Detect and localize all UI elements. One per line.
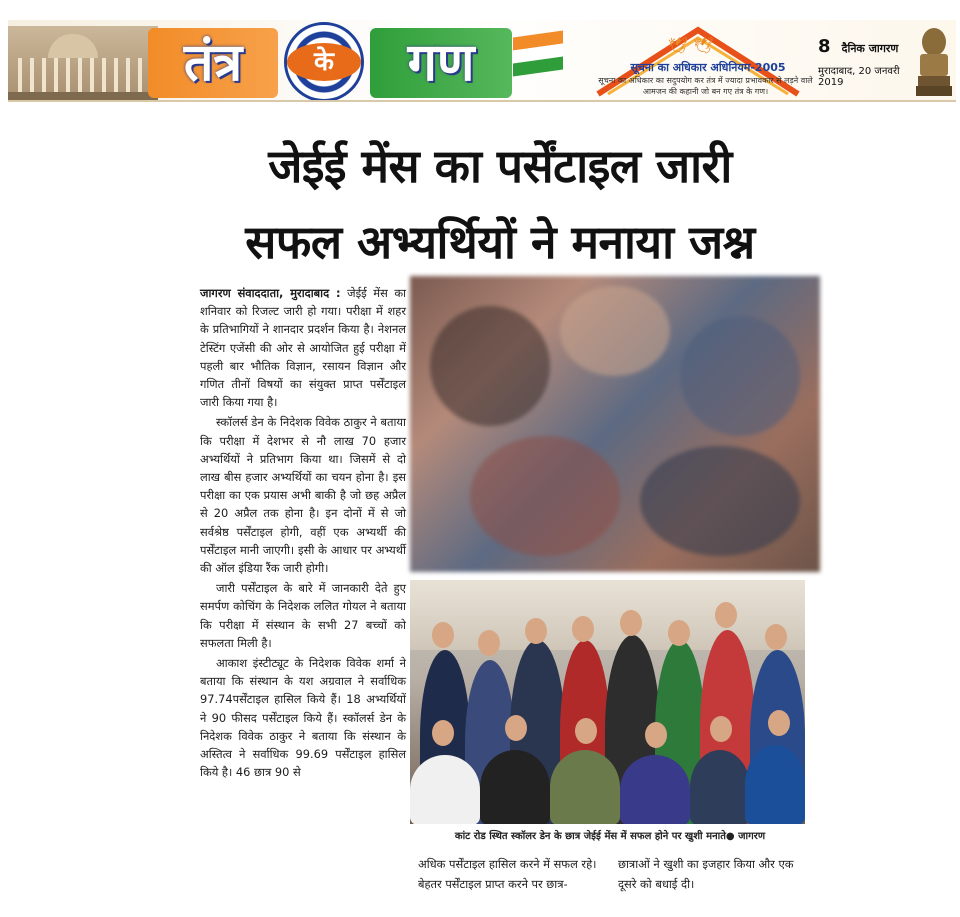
parliament-illustration <box>8 26 158 100</box>
birds-icon: 🕊 🕊 <box>668 36 714 55</box>
ashoka-chakra-logo <box>284 22 364 102</box>
article-headline <box>180 128 820 280</box>
brand-word-gan: गण <box>370 28 512 98</box>
national-emblem-icon <box>914 24 954 98</box>
page-info <box>818 36 928 88</box>
blurred-group-photo <box>410 276 820 572</box>
page-number: 8 <box>818 36 831 57</box>
masthead-banner <box>8 20 956 102</box>
headline-line-1: जेईई मेंस का पर्सेंटाइल जारी <box>268 139 732 193</box>
article-continuation-col-3: छात्राओं ने खुशी का इजहार किया और एक दूसरे को बधाई दी। <box>618 857 794 891</box>
article-paragraph-1: जागरण संवाददाता, मुरादाबाद : जेईई मेंस का शनिवार को रिजल्ट जारी हो गया। परीक्षा में शहर के प्रतिभागियों ने शानदार प्रदर्शन किया है। नेशनल टेस्टिंग एजेंसी की ओर से आयोजित हुई परीक्षा में पहली बार भौतिक विज्ञान, रसायन विज्ञान और गणित तीनों विषयों का संयुक्त प्राप्त पर्सेंटाइल जारी किया गया है। <box>200 286 407 410</box>
article-continuation-col-2: अधिक पर्सेंटाइल हासिल करने में सफल रहे। बेहतर पर्सेंटाइल प्राप्त करने पर छात्र- <box>418 857 597 891</box>
photo-caption: कांट रोड स्थित स्कॉलर डेन के छात्र जेईई मेंस में सफल होने पर खुशी मनाते● जागरण <box>454 831 766 842</box>
newspaper-name: दैनिक जागरण <box>841 42 899 55</box>
rti-act-title: सूचना का अधिकार अधिनियम-2005 <box>630 61 786 74</box>
dateline: जागरण संवाददाता, मुरादाबाद : <box>200 286 341 300</box>
brand-word-tantra: तंत्र <box>148 28 278 98</box>
article-paragraph-2: स्कॉलर्स डेन के निदेशक विवेक ठाकुर ने बताया कि परीक्षा में देशभर से नौ लाख 70 हजार अभ्यर्थियों ने प्रतिभाग किया था। जिसमें से दो लाख बीस हजार अभ्यर्थियों का चयन होना है। इस परीक्षा का एक प्रयास अभी बाकी है जो छह अप्रैल से 20 अप्रैल तक होना है। इन दोनों में से जो सर्वश्रेष्ठ पर्सेंटाइल होगी, वहीं एक अभ्यर्थी की पर्सेंटाइल मानी जाएगी। इसी के आधार पर अभ्यर्थी की ऑल इंडिया रैंक जारी होगी। <box>200 415 406 576</box>
article-paragraph-4: आकाश इंस्टीट्यूट के निदेशक विवेक शर्मा ने बताया कि संस्थान के यश अग्रवाल ने सर्वाधिक 97.74पर्सेंटाइल हासिल किये हैं। 18 अभ्यर्थियों ने 90 फीसद पर्सेंटाइल किये हैं। स्कॉलर्स डेन के निदेशक विवेक ठाकुर ने बताया कि संस्थान के अस्तित्व ने सर्वाधिक 99.69 पर्सेंटाइल हासिल किये है। 46 छात्र 90 से <box>200 656 406 780</box>
article-body <box>200 284 406 783</box>
rti-act-tagline: सूचना का अधिकार का सदुपयोग कर तंत्र में ज्यादा प्रभावकार से लड़ने वाले आमजन की कहानी जो बन गए तंत्र के गण। <box>598 76 813 96</box>
brand-word-ke: के <box>287 43 361 81</box>
edition-date: मुरादाबाद, 20 जनवरी 2019 <box>818 66 900 88</box>
students-group-photo <box>410 580 805 824</box>
headline-line-2: सफल अभ्यर्थियों ने मनाया जश्न <box>245 215 755 269</box>
india-flag-icon <box>513 30 563 77</box>
article-paragraph-3: जारी पर्सेंटाइल के बारे में जानकारी देते हुए समर्पण कोचिंग के निदेशक ललित गोयल ने बताया कि परीक्षा में संस्थान के सभी 27 बच्चों को सफलता मिली है। <box>200 581 406 650</box>
